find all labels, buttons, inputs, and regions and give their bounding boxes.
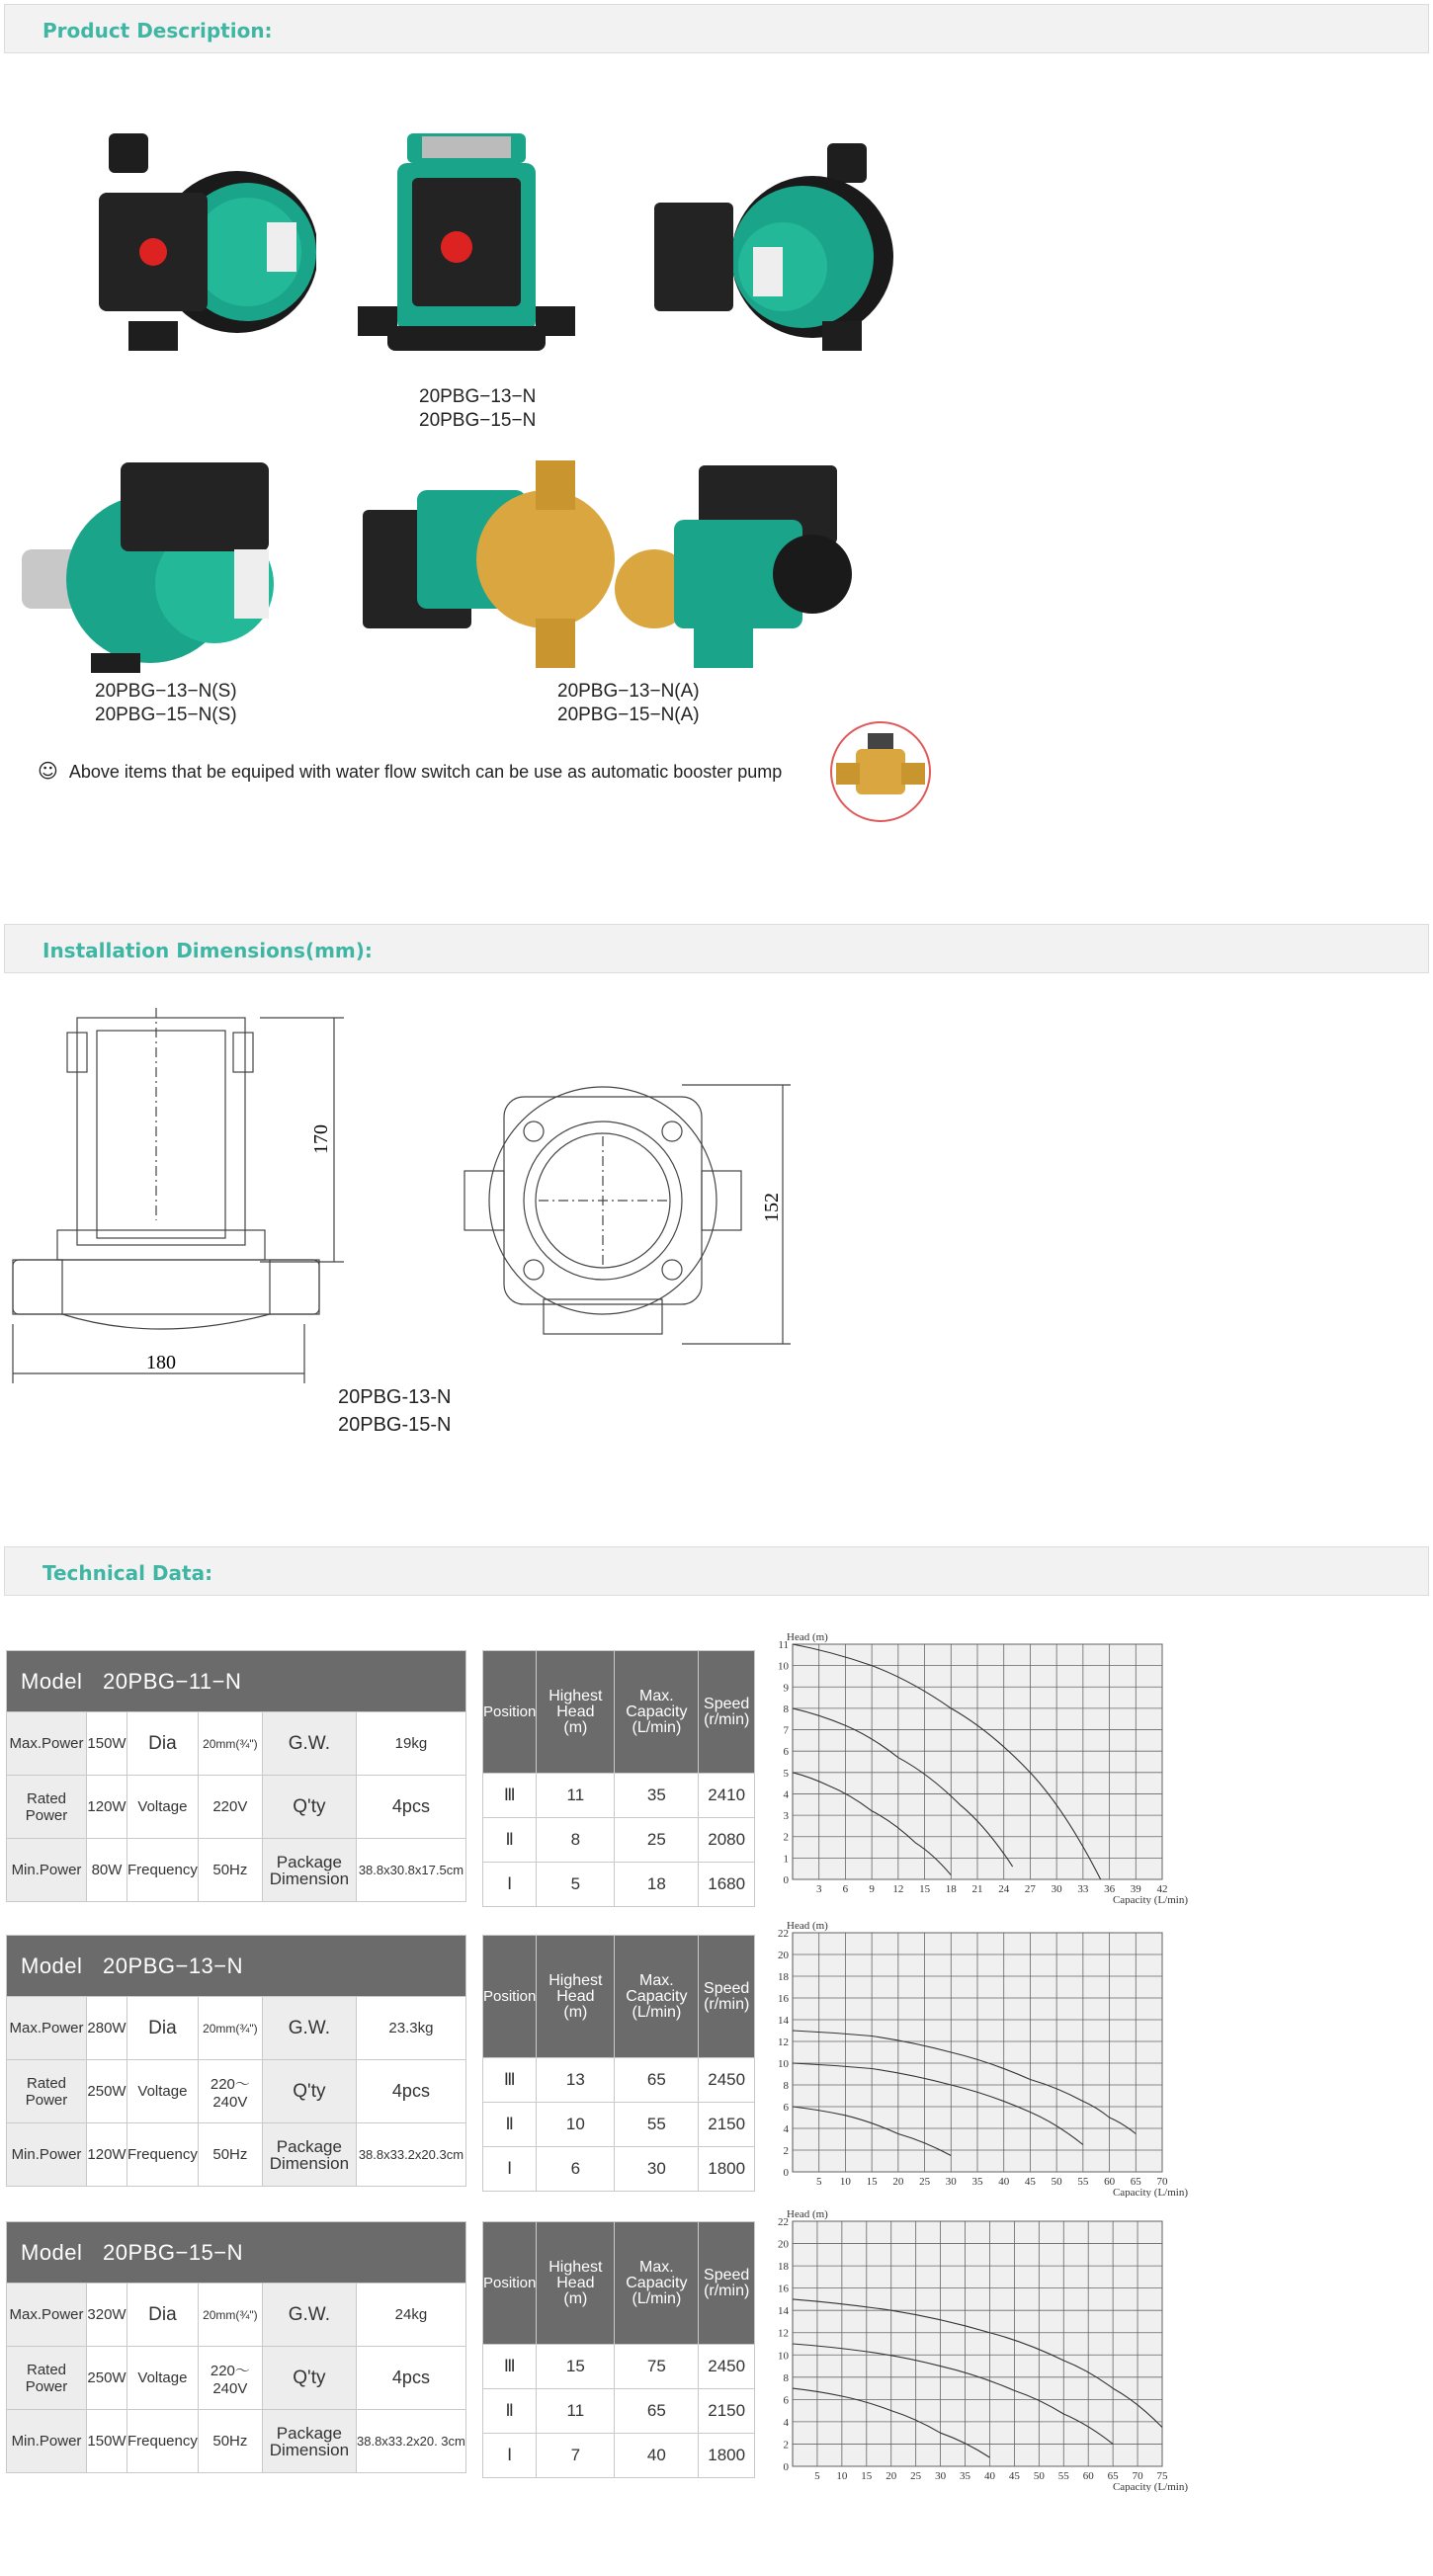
- spec-value: 20mm(¾"): [198, 1997, 262, 2060]
- y-tick-label: 18: [778, 2261, 789, 2274]
- caption-line: 20PBG−13−N(A): [557, 681, 700, 702]
- model-label: Model: [21, 1668, 83, 1694]
- y-tick-label: 16: [778, 2283, 789, 2295]
- spec-label-line: Package: [276, 2423, 342, 2443]
- x-tick-label: 24: [998, 1883, 1010, 1895]
- perf-row: [483, 2434, 755, 2478]
- x-tick-label: 42: [1156, 1883, 1168, 1895]
- dim-height-label: 170: [310, 1124, 332, 1154]
- dim-width-label: 180: [146, 1352, 176, 1373]
- pump-image-2: [358, 128, 575, 356]
- x-tick-label: 70: [1156, 2176, 1168, 2188]
- y-tick-label: 4: [783, 2123, 789, 2135]
- perf-header-line: Capacity: [626, 1987, 688, 2005]
- spec-value: 38.8x30.8x17.5cm: [356, 1839, 465, 1902]
- perf-cell: 18: [615, 1863, 699, 1907]
- section-title: Product Description:: [42, 19, 273, 42]
- spec-value: 320W: [87, 2284, 127, 2347]
- perf-header: [615, 1651, 699, 1774]
- spec-value: 120W: [87, 1776, 127, 1839]
- x-tick-label: 65: [1130, 2176, 1141, 2188]
- x-tick-label: 60: [1082, 2470, 1094, 2482]
- x-tick-label: 60: [1104, 2176, 1116, 2188]
- plot-area: [793, 2221, 1162, 2466]
- model-label: Model: [21, 2239, 83, 2265]
- perf-cell: 2080: [699, 1818, 755, 1863]
- spec-label-line: Dimension: [269, 2440, 350, 2459]
- perf-header: [537, 1936, 615, 2058]
- x-tick-label: 15: [866, 2176, 878, 2188]
- spec-label: Voltage: [127, 1776, 199, 1839]
- caption-line: 20PBG−15−N(S): [95, 705, 237, 725]
- spec-label: Dia: [127, 1712, 199, 1776]
- perf-header-line: Head: [556, 1987, 595, 2005]
- perf-row: [483, 2345, 755, 2389]
- spec-value: 150W: [87, 2410, 127, 2473]
- y-tick-label: 4: [783, 1788, 789, 1801]
- spec-label: G.W.: [262, 2284, 356, 2347]
- caption-line: 20PBG-13-N: [338, 1386, 452, 1408]
- x-tick-label: 35: [971, 2176, 983, 2188]
- perf-cell: 2450: [699, 2345, 755, 2389]
- perf-header-line: (r/min): [704, 1995, 750, 2013]
- perf-header-line: Highest: [548, 1971, 603, 1989]
- model-name: 20PBG−11−N: [103, 1668, 242, 1694]
- spec-label: Voltage: [127, 2060, 199, 2123]
- perf-cell: 25: [615, 1818, 699, 1863]
- perf-row: [483, 1774, 755, 1818]
- spec-label: Q'ty: [262, 2347, 356, 2410]
- performance-table: [482, 2221, 755, 2478]
- x-axis-label: Capacity (L/min): [1112, 1894, 1188, 1905]
- perf-cell: Ⅱ: [483, 2389, 537, 2434]
- perf-header-line: Max.: [639, 1971, 674, 1989]
- x-tick-label: 5: [814, 2470, 820, 2482]
- spec-label: Q'ty: [262, 1776, 356, 1839]
- y-tick-label: 9: [783, 1682, 789, 1695]
- perf-cell: Ⅲ: [483, 2058, 537, 2103]
- perf-cell: Ⅰ: [483, 1863, 537, 1907]
- model-name: 20PBG−15−N: [103, 2239, 244, 2265]
- y-tick-label: 8: [783, 2371, 789, 2384]
- pump-image-4: [22, 460, 289, 678]
- y-tick-label: 14: [778, 2305, 789, 2318]
- perf-header-line: (m): [563, 2289, 588, 2307]
- perf-header: [699, 1936, 755, 2058]
- perf-cell: 1800: [699, 2147, 755, 2192]
- perf-header: [615, 2222, 699, 2345]
- y-tick-label: 6: [783, 1746, 789, 1759]
- perf-header-line: Speed: [704, 1979, 750, 1997]
- perf-header: Position: [483, 1651, 537, 1774]
- spec-label: Rated Power: [7, 1776, 87, 1839]
- side-view-drawing: [8, 1003, 354, 1398]
- spec-label: [262, 1839, 356, 1902]
- y-tick-label: 20: [778, 1950, 789, 1961]
- perf-header: [537, 2222, 615, 2345]
- x-tick-label: 45: [1024, 2176, 1036, 2188]
- x-tick-label: 30: [945, 2176, 957, 2188]
- caption-line: 20PBG−13−N: [419, 386, 537, 407]
- perf-cell: Ⅲ: [483, 1774, 537, 1818]
- perf-header-line: Capacity: [626, 1703, 688, 1720]
- perf-row: [483, 2389, 755, 2434]
- y-tick-label: 10: [778, 1660, 789, 1673]
- caption-line: 20PBG−15−N: [419, 410, 537, 431]
- x-tick-label: 15: [919, 1883, 931, 1895]
- spec-value: 50Hz: [198, 2123, 262, 2187]
- perf-cell: 13: [537, 2058, 615, 2103]
- flow-switch-image: [828, 719, 933, 824]
- perf-header-line: Max.: [639, 1687, 674, 1704]
- spec-value: 120W: [87, 2123, 127, 2187]
- perf-header-line: Speed: [704, 1695, 750, 1712]
- perf-cell: 1680: [699, 1863, 755, 1907]
- y-tick-label: 6: [783, 2102, 789, 2114]
- y-tick-label: 8: [783, 2080, 789, 2092]
- perf-header: [615, 1936, 699, 2058]
- y-tick-label: 11: [778, 1639, 789, 1651]
- perf-cell: 2450: [699, 2058, 755, 2103]
- perf-cell: 15: [537, 2345, 615, 2389]
- y-tick-label: 0: [783, 2167, 789, 2179]
- spec-label: G.W.: [262, 1712, 356, 1776]
- x-tick-label: 55: [1057, 2470, 1069, 2482]
- perf-header-line: Highest: [548, 1687, 603, 1704]
- y-tick-label: 22: [778, 1928, 789, 1940]
- perf-cell: Ⅰ: [483, 2147, 537, 2192]
- perf-cell: 2150: [699, 2389, 755, 2434]
- spec-value: 50Hz: [198, 2410, 262, 2473]
- spec-value: 220V: [198, 1776, 262, 1839]
- x-tick-label: 45: [1008, 2470, 1020, 2482]
- x-tick-label: 5: [815, 2176, 822, 2188]
- x-tick-label: 65: [1107, 2470, 1119, 2482]
- spec-label: [262, 2123, 356, 2187]
- spec-value: 4pcs: [356, 2060, 465, 2123]
- spec-label-line: Package: [276, 1852, 342, 1871]
- spec-value: 220～240V: [198, 2347, 262, 2410]
- spec-label: Rated Power: [7, 2060, 87, 2123]
- spec-label: Frequency: [127, 1839, 199, 1902]
- y-tick-label: 18: [778, 1971, 789, 1983]
- section-title: Installation Dimensions(mm):: [42, 939, 373, 962]
- perf-cell: 2150: [699, 2103, 755, 2147]
- spec-label: Dia: [127, 1997, 199, 2060]
- perf-header-line: Max.: [639, 2258, 674, 2276]
- section-header-installation: [4, 924, 1429, 973]
- x-tick-label: 25: [910, 2470, 922, 2482]
- y-tick-label: 20: [778, 2238, 789, 2251]
- section-header-technical: [4, 1546, 1429, 1596]
- spec-value: 20mm(¾"): [198, 2284, 262, 2347]
- y-tick-label: 5: [783, 1767, 789, 1780]
- perf-cell: 65: [615, 2389, 699, 2434]
- front-view-drawing: [455, 1077, 801, 1364]
- y-tick-label: 6: [783, 2394, 789, 2407]
- x-tick-label: 18: [945, 1883, 957, 1895]
- spec-value: 23.3kg: [356, 1997, 465, 2060]
- dimension-model-caption: [338, 1383, 452, 1439]
- perf-header-line: (m): [563, 2003, 588, 2021]
- x-tick-label: 10: [839, 2176, 851, 2188]
- perf-cell: 11: [537, 1774, 615, 1818]
- perf-header-line: (m): [563, 1718, 588, 1736]
- x-tick-label: 30: [1051, 1883, 1062, 1895]
- caption-line: 20PBG-15-N: [338, 1414, 452, 1436]
- caption-line: 20PBG−13−N(S): [95, 681, 237, 702]
- perf-cell: Ⅱ: [483, 2103, 537, 2147]
- perf-header: [699, 1651, 755, 1774]
- spec-value: 220～240V: [198, 2060, 262, 2123]
- spec-value: 80W: [87, 1839, 127, 1902]
- spec-label: Min.Power: [7, 2123, 87, 2187]
- spec-value: 150W: [87, 1712, 127, 1776]
- x-tick-label: 70: [1132, 2470, 1143, 2482]
- spec-value: 20mm(¾"): [198, 1712, 262, 1776]
- caption-group-3: [557, 680, 700, 727]
- dim-depth-label: 152: [761, 1193, 783, 1222]
- y-tick-label: 8: [783, 1703, 789, 1715]
- spec-label: Dia: [127, 2284, 199, 2347]
- spec-label: Max.Power: [7, 2284, 87, 2347]
- spec-label: Frequency: [127, 2123, 199, 2187]
- x-tick-label: 12: [892, 1883, 904, 1895]
- x-tick-label: 30: [935, 2470, 947, 2482]
- spec-label: Q'ty: [262, 2060, 356, 2123]
- x-tick-label: 6: [842, 1883, 849, 1895]
- spec-label: Max.Power: [7, 1997, 87, 2060]
- y-tick-label: 1: [783, 1853, 789, 1866]
- spec-label: Min.Power: [7, 1839, 87, 1902]
- spec-value: 250W: [87, 2347, 127, 2410]
- y-axis-label: Head (m): [787, 2208, 828, 2220]
- performance-chart: [767, 2205, 1192, 2492]
- spec-label: Frequency: [127, 2410, 199, 2473]
- caption-group-2: [95, 680, 237, 727]
- perf-header-line: Head: [556, 2274, 595, 2291]
- y-tick-label: 0: [783, 2461, 789, 2473]
- spec-value: 250W: [87, 2060, 127, 2123]
- perf-cell: 5: [537, 1863, 615, 1907]
- x-tick-label: 50: [1033, 2470, 1045, 2482]
- x-tick-label: 36: [1104, 1883, 1116, 1895]
- perf-header: Position: [483, 1936, 537, 2058]
- spec-table: [6, 2221, 466, 2473]
- smiley-icon: ☺: [38, 759, 58, 783]
- perf-header-line: (L/min): [632, 2289, 682, 2307]
- perf-cell: Ⅰ: [483, 2434, 537, 2478]
- spec-value: 4pcs: [356, 2347, 465, 2410]
- perf-header-line: (L/min): [632, 1718, 682, 1736]
- y-tick-label: 2: [783, 2439, 789, 2451]
- spec-value: 19kg: [356, 1712, 465, 1776]
- spec-label: Voltage: [127, 2347, 199, 2410]
- spec-table: [6, 1935, 466, 2187]
- y-tick-label: 10: [778, 2350, 789, 2363]
- perf-cell: 65: [615, 2058, 699, 2103]
- performance-chart: [767, 1917, 1192, 2198]
- y-tick-label: 2: [783, 1831, 789, 1844]
- y-tick-label: 4: [783, 2416, 789, 2429]
- x-tick-label: 40: [983, 2470, 995, 2482]
- x-tick-label: 9: [869, 1883, 875, 1895]
- y-tick-label: 10: [778, 2058, 789, 2070]
- perf-row: [483, 2058, 755, 2103]
- y-tick-label: 0: [783, 1874, 789, 1886]
- pump-image-3: [654, 138, 911, 356]
- perf-header-line: Head: [556, 1703, 595, 1720]
- perf-header-line: (r/min): [704, 1710, 750, 1728]
- spec-label: Max.Power: [7, 1712, 87, 1776]
- x-tick-label: 39: [1130, 1883, 1141, 1895]
- spec-label: G.W.: [262, 1997, 356, 2060]
- booster-note: [38, 759, 782, 783]
- spec-table: [6, 1650, 466, 1902]
- y-tick-label: 12: [778, 2036, 789, 2048]
- pump-image-1: [79, 124, 316, 361]
- x-tick-label: 40: [998, 2176, 1010, 2188]
- perf-row: [483, 2147, 755, 2192]
- perf-cell: 55: [615, 2103, 699, 2147]
- spec-value: 38.8x33.2x20.3cm: [356, 2123, 465, 2187]
- perf-header-line: Speed: [704, 2266, 750, 2284]
- perf-row: [483, 1863, 755, 1907]
- performance-table: [482, 1650, 755, 1907]
- perf-header: [537, 1651, 615, 1774]
- y-axis-label: Head (m): [787, 1920, 828, 1932]
- x-tick-label: 75: [1156, 2470, 1168, 2482]
- perf-row: [483, 2103, 755, 2147]
- perf-header-line: Capacity: [626, 2274, 688, 2291]
- perf-cell: 30: [615, 2147, 699, 2192]
- y-tick-label: 2: [783, 2145, 789, 2157]
- spec-label: [262, 2410, 356, 2473]
- perf-header: [699, 2222, 755, 2345]
- x-tick-label: 20: [892, 2176, 904, 2188]
- perf-header-line: (r/min): [704, 2282, 750, 2299]
- section-title: Technical Data:: [42, 1561, 213, 1585]
- x-tick-label: 21: [971, 1883, 983, 1895]
- perf-header-line: (L/min): [632, 2003, 682, 2021]
- x-tick-label: 20: [885, 2470, 897, 2482]
- spec-value: 24kg: [356, 2284, 465, 2347]
- perf-cell: 1800: [699, 2434, 755, 2478]
- x-tick-label: 10: [836, 2470, 848, 2482]
- caption-line: 20PBG−15−N(A): [557, 705, 700, 725]
- x-tick-label: 50: [1051, 2176, 1062, 2188]
- perf-cell: Ⅲ: [483, 2345, 537, 2389]
- x-tick-label: 27: [1024, 1883, 1036, 1895]
- x-axis-label: Capacity (L/min): [1112, 2481, 1188, 2492]
- perf-cell: 7: [537, 2434, 615, 2478]
- perf-cell: 8: [537, 1818, 615, 1863]
- x-tick-label: 3: [815, 1883, 822, 1895]
- performance-table: [482, 1935, 755, 2192]
- perf-cell: 35: [615, 1774, 699, 1818]
- spec-label-line: Package: [276, 2136, 342, 2156]
- perf-cell: 11: [537, 2389, 615, 2434]
- perf-cell: 40: [615, 2434, 699, 2478]
- perf-cell: 10: [537, 2103, 615, 2147]
- spec-value: 4pcs: [356, 1776, 465, 1839]
- note-text: Above items that be equiped with water flow switch can be use as automatic booster pump: [68, 762, 783, 782]
- spec-label-line: Dimension: [269, 1869, 350, 1888]
- section-header-description: [4, 4, 1429, 53]
- spec-label: Min.Power: [7, 2410, 87, 2473]
- x-axis-label: Capacity (L/min): [1112, 2187, 1188, 2198]
- performance-chart: [767, 1628, 1192, 1905]
- perf-header: Position: [483, 2222, 537, 2345]
- y-tick-label: 16: [778, 1993, 789, 2005]
- y-tick-label: 12: [778, 2327, 789, 2340]
- model-name: 20PBG−13−N: [103, 1953, 244, 1978]
- spec-value: 50Hz: [198, 1839, 262, 1902]
- y-tick-label: 22: [778, 2216, 789, 2228]
- perf-cell: 75: [615, 2345, 699, 2389]
- perf-row: [483, 1818, 755, 1863]
- spec-label-line: Dimension: [269, 2153, 350, 2173]
- y-tick-label: 3: [783, 1810, 789, 1823]
- perf-cell: 2410: [699, 1774, 755, 1818]
- spec-value: 38.8x33.2x20. 3cm: [356, 2410, 465, 2473]
- x-tick-label: 15: [861, 2470, 873, 2482]
- spec-value: 280W: [87, 1997, 127, 2060]
- caption-group-1: [419, 385, 536, 433]
- perf-cell: 6: [537, 2147, 615, 2192]
- y-tick-label: 14: [778, 2015, 789, 2027]
- x-tick-label: 55: [1077, 2176, 1089, 2188]
- pump-image-5: [358, 460, 852, 678]
- perf-cell: Ⅱ: [483, 1818, 537, 1863]
- x-tick-label: 33: [1077, 1883, 1089, 1895]
- model-label: Model: [21, 1953, 83, 1978]
- x-tick-label: 35: [960, 2470, 971, 2482]
- perf-header-line: Highest: [548, 2258, 603, 2276]
- y-axis-label: Head (m): [787, 1631, 828, 1643]
- x-tick-label: 25: [919, 2176, 931, 2188]
- y-tick-label: 7: [783, 1724, 789, 1737]
- spec-label: Rated Power: [7, 2347, 87, 2410]
